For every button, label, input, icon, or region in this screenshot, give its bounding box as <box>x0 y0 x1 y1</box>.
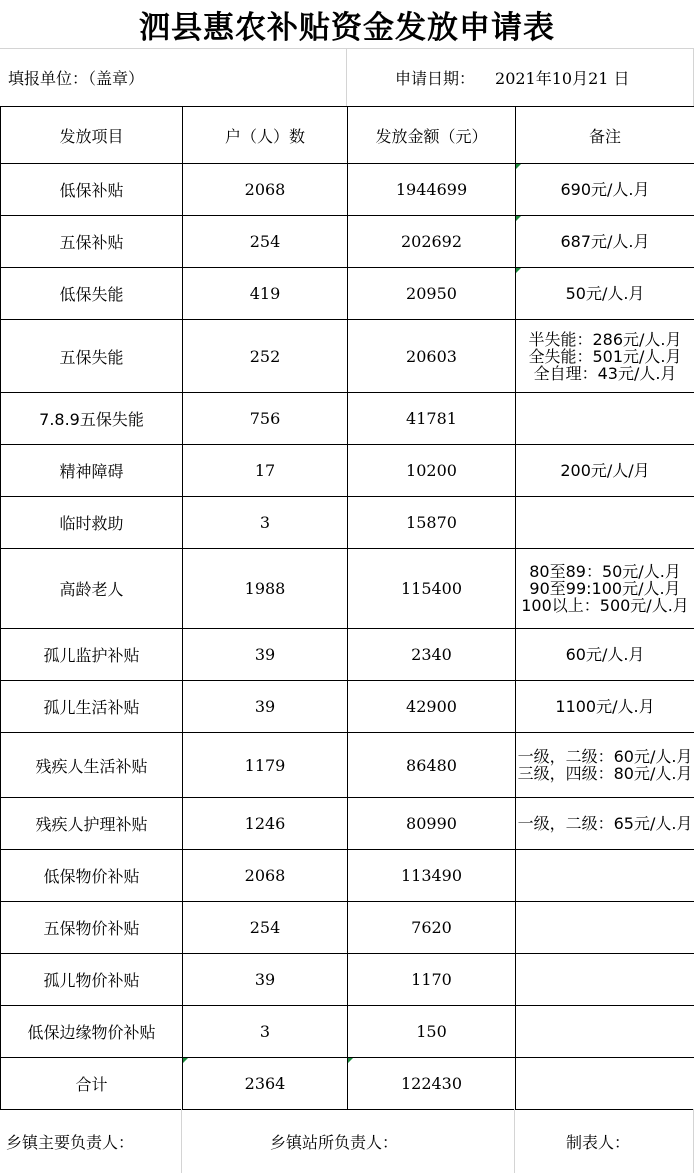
table-row <box>1 268 694 320</box>
table-row <box>1 164 694 216</box>
table-row <box>1 1006 694 1058</box>
cell-item: 五保补贴 <box>1 216 183 268</box>
remark-line: 50元/人.月 <box>565 284 645 303</box>
application-date <box>395 48 630 106</box>
header-item: 发放项目 <box>1 107 183 164</box>
remark-line: 200元/人/月 <box>560 461 650 480</box>
remark-line: 半失能：286元/人.月 <box>528 329 682 349</box>
station-head-signature: 乡镇站所负责人： <box>270 1132 399 1152</box>
grid-line <box>514 1109 515 1173</box>
cell-amount: 2340 <box>348 629 516 681</box>
cell-amount: 113490 <box>348 850 516 902</box>
cell-remark <box>516 445 694 497</box>
cell-item: 孤儿监护补贴 <box>1 629 183 681</box>
cell-remark <box>516 954 694 1006</box>
header-remark: 备注 <box>516 107 694 164</box>
cell-item: 残疾人护理补贴 <box>1 798 183 850</box>
cell-amount: 122430 <box>348 1058 516 1110</box>
cell-count: 3 <box>183 497 348 549</box>
cell-remark <box>516 1058 694 1110</box>
cell-item: 高龄老人 <box>1 549 183 629</box>
cell-amount: 86480 <box>348 733 516 798</box>
table-row <box>1 954 694 1006</box>
header-amount: 发放金额（元） <box>348 107 516 164</box>
remark-line: 80至89：50元/人.月 <box>529 562 681 581</box>
date-label: 申请日期： <box>395 68 476 88</box>
table-row <box>1 549 694 629</box>
form-title: 泗县惠农补贴资金发放申请表 <box>0 0 694 49</box>
cell-remark <box>516 164 694 216</box>
table-row <box>1 497 694 549</box>
cell-count: 254 <box>183 902 348 954</box>
cell-count: 2068 <box>183 164 348 216</box>
cell-remark <box>516 733 694 798</box>
cell-count: 39 <box>183 629 348 681</box>
cell-count: 2068 <box>183 850 348 902</box>
date-value: 2021年10月21 日 <box>495 68 630 88</box>
cell-item: 孤儿生活补贴 <box>1 681 183 733</box>
cell-count: 254 <box>183 216 348 268</box>
cell-count: 252 <box>183 320 348 393</box>
cell-remark <box>516 850 694 902</box>
cell-amount: 80990 <box>348 798 516 850</box>
table-header-row <box>1 107 694 164</box>
remark-line: 1100元/人.月 <box>555 697 655 716</box>
table-row <box>1 629 694 681</box>
cell-amount: 20950 <box>348 268 516 320</box>
cell-count: 1988 <box>183 549 348 629</box>
cell-count: 1246 <box>183 798 348 850</box>
cell-remark <box>516 902 694 954</box>
cell-amount: 115400 <box>348 549 516 629</box>
cell-amount: 1944699 <box>348 164 516 216</box>
cell-amount: 7620 <box>348 902 516 954</box>
remark-line: 60元/人.月 <box>565 645 645 664</box>
cell-count: 17 <box>183 445 348 497</box>
remark-line: 全自理：43元/人.月 <box>533 363 677 383</box>
cell-remark <box>516 393 694 445</box>
cell-amount: 42900 <box>348 681 516 733</box>
cell-amount: 202692 <box>348 216 516 268</box>
cell-item: 低保补贴 <box>1 164 183 216</box>
cell-remark <box>516 549 694 629</box>
remark-line: 三级，四级：80元/人.月 <box>517 764 693 783</box>
town-head-signature: 乡镇主要负责人： <box>6 1132 135 1152</box>
cell-count: 3 <box>183 1006 348 1058</box>
filing-unit-label: 填报单位：（盖章） <box>8 68 145 88</box>
signature-footer <box>0 1109 694 1173</box>
cell-remark <box>516 629 694 681</box>
cell-count: 1179 <box>183 733 348 798</box>
cell-count: 39 <box>183 681 348 733</box>
cell-remark <box>516 216 694 268</box>
cell-item: 临时救助 <box>1 497 183 549</box>
table-row <box>1 216 694 268</box>
table-row <box>1 733 694 798</box>
table-row <box>1 681 694 733</box>
table-row <box>1 393 694 445</box>
remark-line: 一级，二级：65元/人.月 <box>517 814 693 833</box>
table-row <box>1 798 694 850</box>
total-row <box>1 1058 694 1110</box>
cell-amount: 41781 <box>348 393 516 445</box>
header-count: 户（人）数 <box>183 107 348 164</box>
cell-amount: 20603 <box>348 320 516 393</box>
grid-line <box>181 1109 182 1173</box>
cell-amount: 15870 <box>348 497 516 549</box>
remark-line: 一级，二级：60元/人.月 <box>517 747 693 766</box>
cell-remark <box>516 268 694 320</box>
cell-count: 39 <box>183 954 348 1006</box>
remark-line: 690元/人.月 <box>560 180 650 199</box>
table-row <box>1 902 694 954</box>
cell-remark <box>516 320 694 393</box>
preparer-signature: 制表人： <box>566 1132 631 1152</box>
grid-line <box>346 48 347 106</box>
cell-item: 低保边缘物价补贴 <box>1 1006 183 1058</box>
cell-item: 孤儿物价补贴 <box>1 954 183 1006</box>
cell-count: 419 <box>183 268 348 320</box>
cell-item: 精神障碍 <box>1 445 183 497</box>
remark-line: 687元/人.月 <box>560 232 650 251</box>
cell-remark <box>516 1006 694 1058</box>
cell-remark <box>516 798 694 850</box>
cell-remark <box>516 497 694 549</box>
cell-remark <box>516 681 694 733</box>
table-row <box>1 850 694 902</box>
subsidy-table <box>0 106 694 1110</box>
table-row <box>1 320 694 393</box>
remark-line: 100以上：500元/人.月 <box>521 596 689 615</box>
cell-item: 7.8.9五保失能 <box>1 393 183 445</box>
cell-item: 低保物价补贴 <box>1 850 183 902</box>
cell-count: 756 <box>183 393 348 445</box>
table-row <box>1 445 694 497</box>
cell-item: 残疾人生活补贴 <box>1 733 183 798</box>
cell-amount: 10200 <box>348 445 516 497</box>
cell-item: 五保失能 <box>1 320 183 393</box>
cell-item: 低保失能 <box>1 268 183 320</box>
cell-amount: 150 <box>348 1006 516 1058</box>
cell-amount: 1170 <box>348 954 516 1006</box>
remark-line: 90至99:100元/人.月 <box>529 579 681 598</box>
cell-item: 五保物价补贴 <box>1 902 183 954</box>
remark-line: 全失能：501元/人.月 <box>528 346 682 366</box>
cell-item: 合计 <box>1 1058 183 1110</box>
cell-count: 2364 <box>183 1058 348 1110</box>
